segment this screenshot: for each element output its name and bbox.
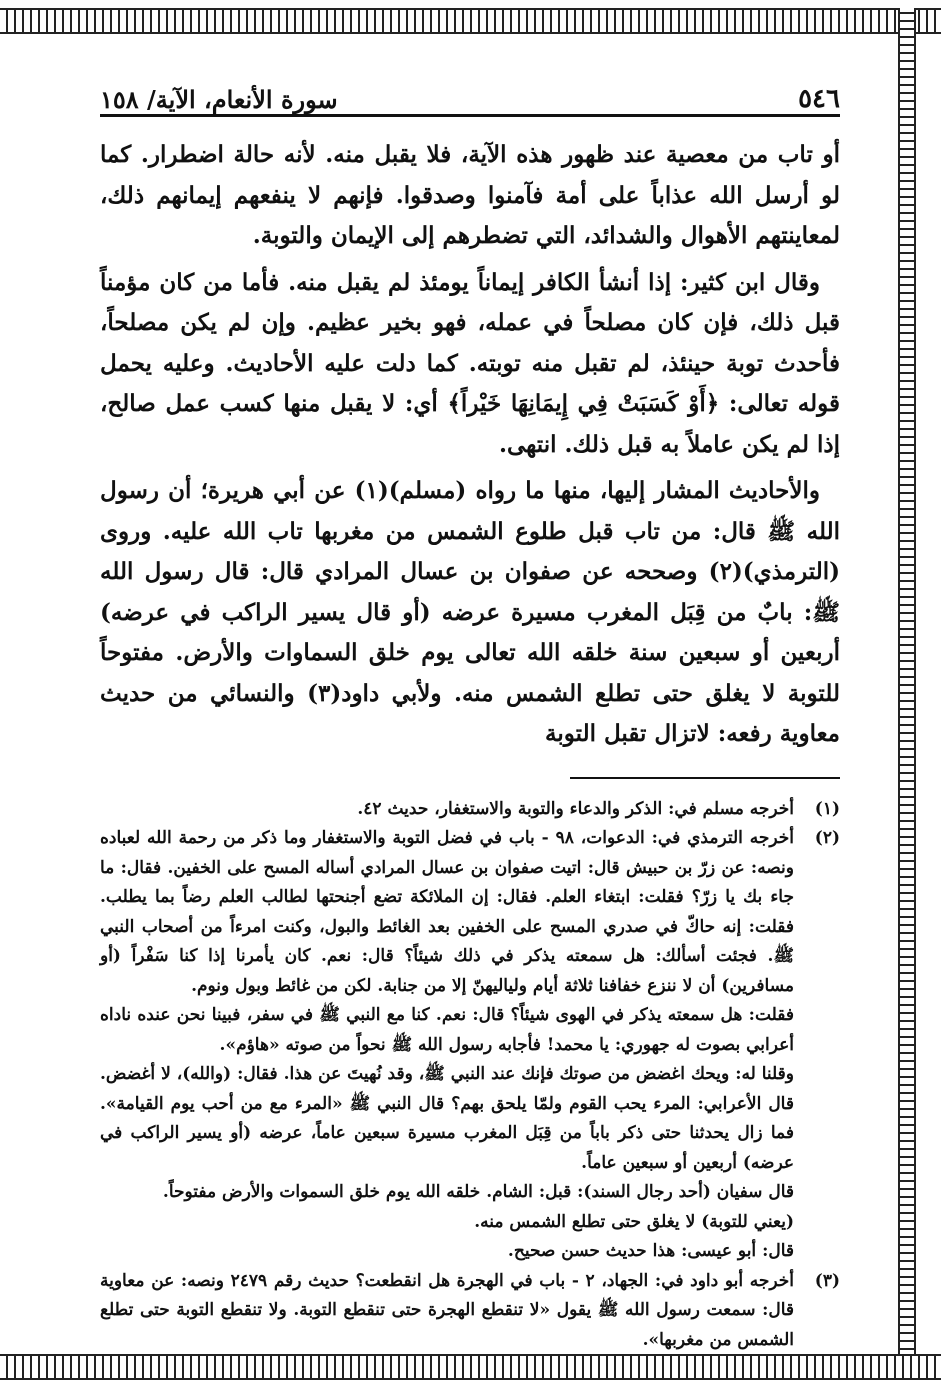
main-text: [100, 135, 840, 755]
footnote: [100, 795, 840, 825]
footnote-text: أخرجه أبو داود في: الجهاد، ٢ - باب في الهجرة هل انقطعت؟ حديث رقم ٢٤٧٩ ونصه: عن معاوية قال: سمعت رسول الله ﷺ يقول «لا تنقطع الهجرة حتى تنقطع التوبة. ولا تنقطع التوبة حتى تطلع الشمس من مغربها».: [100, 1270, 794, 1350]
paragraph: أو تاب من معصية عند ظهور هذه الآية، فلا يقبل منه. لأنه حالة اضطرار. كما لو أرسل الله عذاباً على أمة فآمنوا وصدقوا. فإنهم لا ينفعهم إيمانهم ذلك، لمعاينتهم الأهوال والشدائد، التي تضطرهم إلى الإيمان والتوبة.: [100, 141, 840, 249]
footnote-text: وقلنا له: ويحك اغضض من صوتك فإنك عند النبي ﷺ، وقد نُهيتَ عن هذا. فقال: (والله)، لا أغضض. قال الأعرابي: المرء يحب القوم ولمّا يلحق بهم؟ قال النبي ﷺ «المرء مع من أحب يوم القيامة». فما زال يحدثنا حتى ذكر باباً من قِبَل المغرب مسيرة سبعين عاماً، عرضه (أو يسير الراكب في عرضه) أربعين أو سبعين عاماً.: [100, 1064, 794, 1173]
footnote-number: (١): [814, 798, 840, 819]
paragraph: والأحاديث المشار إليها، منها ما رواه (مسلم)(١) عن أبي هريرة؛ أن رسول الله ﷺ قال: من تاب قبل طلوع الشمس من مغربها تاب الله عليه. وروى (الترمذي)(٢) وصححه عن صفوان بن عسال المرادي قال: قال رسول الله ﷺ: بابٌ من قِبَل المغرب مسيرة عرضه (أو قال يسير الراكب في عرضه) أربعين أو سبعين سنة خلقه الله تعالى يوم خلق السماوات والأرض. مفتوحاً للتوبة لا يغلق حتى تطلع الشمس منه. ولأبي داود(٣) والنسائي من حديث معاوية رفعه: لاتزال تقبل التوبة: [100, 477, 840, 747]
footnote-number: (٣): [814, 1270, 840, 1291]
page-number: ٥٤٦: [798, 84, 840, 114]
paragraph: وقال ابن كثير: إذا أنشأ الكافر إيماناً يومئذ لم يقبل منه. فأما من كان مؤمناً قبل ذلك، فإن كان مصلحاً في عمله، فهو بخير عظيم. وإن لم يكن مصلحاً، فأحدث توبة حينئذ، لم تقبل منه توبته. كما دلت عليه الأحاديث. وعليه يحمل قوله تعالى: ﴿أَوْ كَسَبَتْ فِي إِيمَانِهَا خَيْراً﴾ أي: لا يقبل منها كسب عمل صالح، إذا لم يكن عاملاً به قبل ذلك. انتهى.: [100, 268, 840, 458]
page-content: [100, 70, 840, 1355]
footnote-number: (٢): [814, 828, 840, 848]
top-ornament-border: [0, 8, 941, 34]
footnote-text: قال: أبو عيسى: هذا حديث حسن صحيح.: [507, 1241, 794, 1261]
bottom-ornament-border: [0, 1354, 941, 1380]
footnote-text: أخرجه الترمذي في: الدعوات، ٩٨ - باب في فضل التوبة والاستغفار وما ذكر من رحمة الله لعباده ونصه: عن زرّ بن حبيش قال: اتيت صفوان بن عسال المرادي أساله المسح على الخفين. فقال: ما جاء بك يا زرّ؟ فقلت: ابتغاء العلم. فقال: إن الملائكة تضع أجنحتها لطالب العلم رضاً بما يطلب. فقلت: إنه حاكّ في صدري المسح على الخفين بعد الغائط والبول، وكنت امرءاً من أصحاب النبي ﷺ. فجئت أسألك: هل سمعته يذكر في ذلك شيئاً؟ قال: نعم. كان يأمرنا إذا كنا سَفْراً (أو مسافرين) أن لا ننزع خفافنا ثلاثة أيام ولياليهنّ إلا من جنابة. لكن من غائط وبول ونوم.: [100, 828, 794, 996]
footnote: [100, 824, 840, 1267]
footnote-text: أخرجه مسلم في: الذكر والدعاء والتوبة والاستغفار، حديث ٤٢.: [357, 798, 794, 819]
page-header: [100, 70, 840, 117]
footnote-separator: [570, 777, 840, 779]
footnote-text: فقلت: هل سمعته يذكر في الهوى شيئاً؟ قال: نعم. كنا مع النبي ﷺ في سفر، فبينا نحن عنده ناداه أعرابي بصوت له جهوري: يا محمد! فأجابه رسول الله ﷺ نحواً من صوته «هاؤم».: [100, 1005, 794, 1055]
footnotes: [100, 795, 840, 1356]
right-ornament-border: [898, 8, 916, 1380]
footnote-text: قال سفيان (أحد رجال السند): قبل: الشام. خلقه الله يوم خلق السموات والأرض مفتوحاً.: [162, 1182, 794, 1202]
footnote: [100, 1267, 840, 1356]
footnote-text: (يعني للتوبة) لا يغلق حتى تطلع الشمس منه.: [474, 1211, 794, 1232]
running-title: سورة الأنعام، الآية/ ١٥٨: [100, 85, 338, 114]
